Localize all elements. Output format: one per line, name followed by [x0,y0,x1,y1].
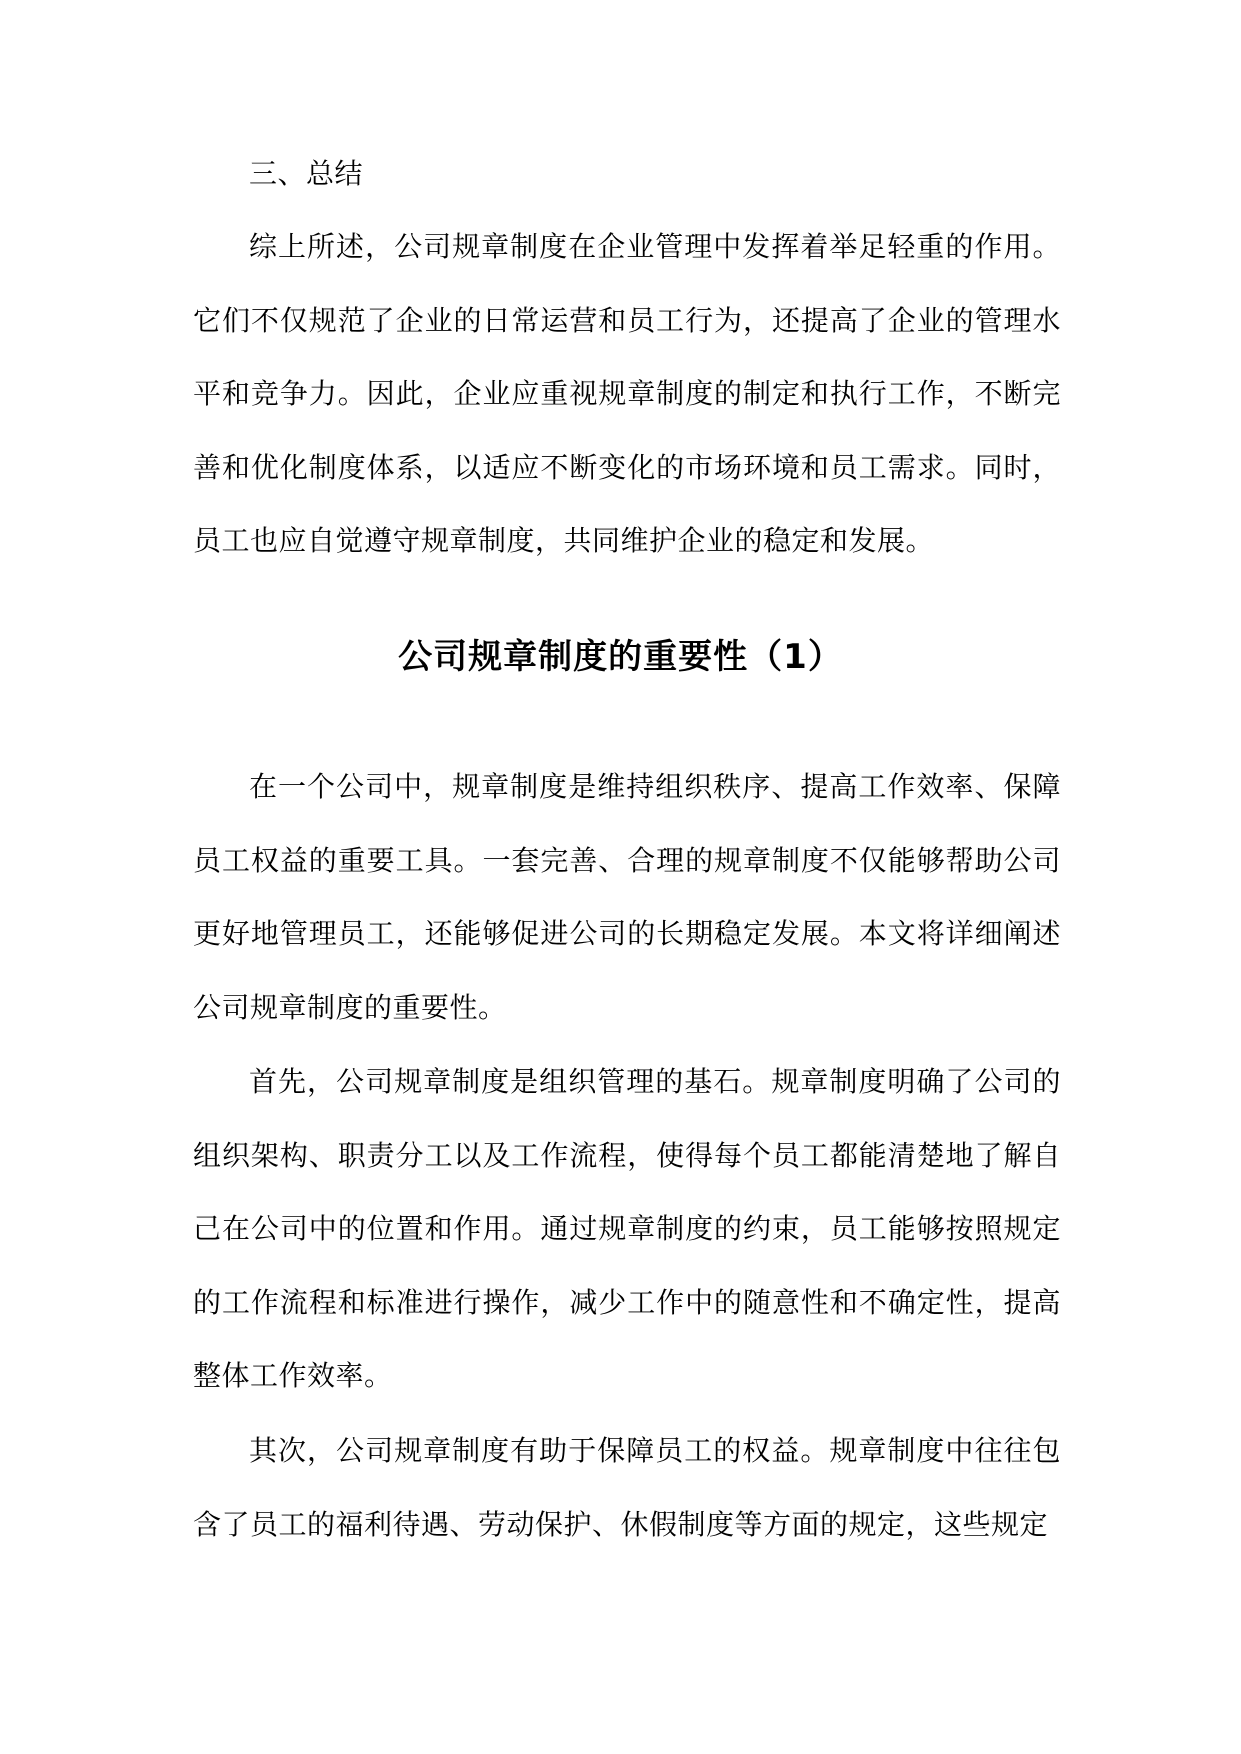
article-title: 公司规章制度的重要性（1） [398,637,843,677]
summary-paragraph: 综上所述，公司规章制度在企业管理中发挥着举足轻重的作用。它们不仅规范了企业的日常运营和员工行为，还提高了企业的管理水平和竞争力。因此，企业应重视规章制度的制定和执行工作，不断完善和优化制度体系，以适应不断变化的市场环境和员工需求。同时，员工也应自觉遵守规章制度，共同维护企业的稳定和发展。 [193,230,1061,558]
section-heading: 三、总结 [249,157,364,190]
second-point-paragraph: 其次，公司规章制度有助于保障员工的权益。规章制度中往往包含了员工的福利待遇、劳动保护、休假制度等方面的规定，这些规定 [193,1434,1061,1541]
intro-paragraph: 在一个公司中，规章制度是维持组织秩序、提高工作效率、保障员工权益的重要工具。一套完善、合理的规章制度不仅能够帮助公司更好地管理员工，还能够促进公司的长期稳定发展。本文将详细阐述公司规章制度的重要性。 [193,770,1061,1024]
first-point-paragraph: 首先，公司规章制度是组织管理的基石。规章制度明确了公司的组织架构、职责分工以及工作流程，使得每个员工都能清楚地了解自己在公司中的位置和作用。通过规章制度的约束，员工能够按照规定的工作流程和标准进行操作，减少工作中的随意性和不确定性，提高整体工作效率。 [193,1065,1061,1393]
